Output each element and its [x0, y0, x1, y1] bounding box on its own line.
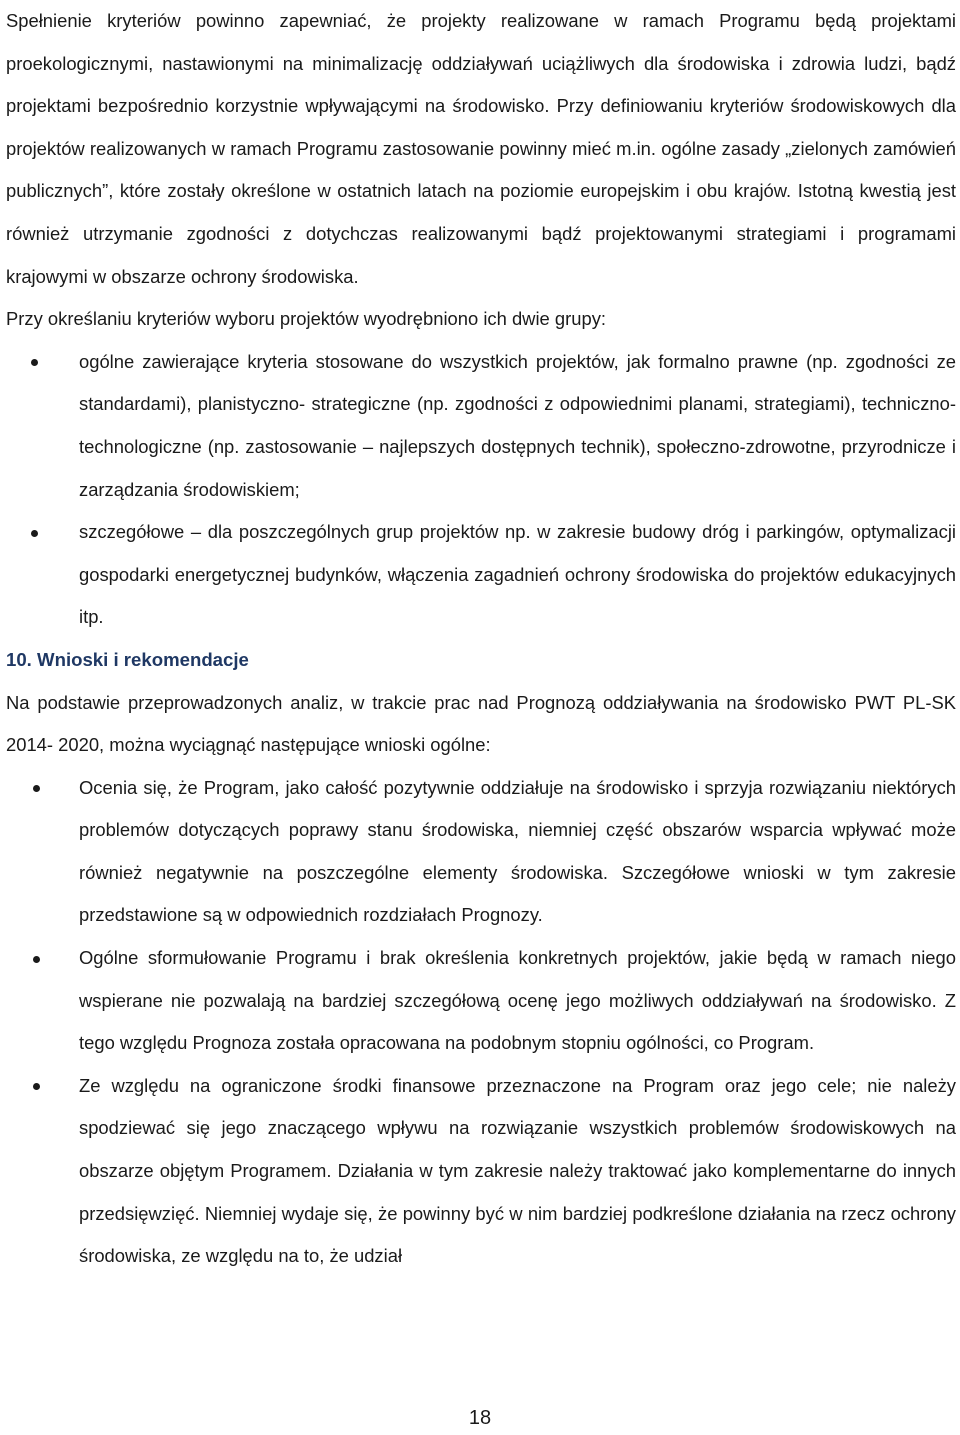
list-item-text: szczegółowe – dla poszczególnych grup projektów np. w zakresie budowy dróg i parkingów, optymalizacji gospodarki energetycznej budynków, włączenia zagadnień ochrony środowiska do projektów edukacyjnych itp. [79, 521, 956, 628]
list-item-text: Ogólne sformułowanie Programu i brak określenia konkretnych projektów, jakie będą w ramach niego wspierane nie pozwalają na bardziej szczegółową ocenę jego możliwych oddziaływań na środowisko. Z tego względu Prognoza została opracowana na podobnym stopniu ogólności, co Program. [79, 947, 956, 1054]
document-page [6, 0, 956, 1278]
conclusions-lead-paragraph: Na podstawie przeprowadzonych analiz, w trakcie prac nad Prognozą oddziaływania na środowisko PWT PL-SK 2014- 2020, można wyciągnąć następujące wnioski ogólne: [6, 691, 956, 756]
list-item [6, 511, 956, 639]
section-heading [6, 639, 956, 682]
section-title: Wnioski i rekomendacje [37, 648, 249, 670]
list-item [6, 1065, 956, 1278]
bullet-icon [26, 1065, 46, 1108]
groups-list [6, 341, 956, 639]
list-item [6, 341, 956, 511]
conclusions-list [6, 767, 956, 1278]
list-item [6, 767, 956, 937]
list-item-text: ogólne zawierające kryteria stosowane do wszystkich projektów, jak formalno prawne (np. zgodności ze standardami), planistyczno- strategiczne (np. zgodności z odpowiednimi planami, strategiami), techniczno-technologiczne (np. zastosowanie – najlepszych dostępnych technik), społeczno-zdrowotne, przyrodnicze i zarządzania środowiskiem; [79, 350, 956, 500]
section-number: 10. [6, 648, 32, 670]
list-item [6, 937, 956, 1065]
intro-paragraph: Spełnienie kryteriów powinno zapewniać, że projekty realizowane w ramach Programu będą projektami proekologicznymi, nastawionymi na minimalizację oddziaływań uciążliwych dla środowiska i zdrowia ludzi, bądź projektami bezpośrednio korzystnie wpływającymi na środowisko. Przy definiowaniu kryteriów środowiskowych dla projektów realizowanych w ramach Programu zastosowanie powinny mieć m.in. ogólne zasady „zielonych zamówień publicznych”, które zostały określone w ostatnich latach na poziomie europejskim i obu krajów. Istotną kwestią jest również utrzymanie zgodności z dotychczas realizowanymi bądź projektowanymi strategiami i programami krajowymi w obszarze ochrony środowiska. [6, 10, 956, 287]
bullet-icon [26, 767, 46, 810]
list-item-text: Ocenia się, że Program, jako całość pozytywnie oddziałuje na środowisko i sprzyja rozwiązaniu niektórych problemów dotyczących poprawy stanu środowiska, niemniej część obszarów wsparcia wpływać może również negatywnie na poszczególne elementy środowiska. Szczegółowe wnioski w tym zakresie przedstawione są w odpowiednich rozdziałach Prognozy. [79, 776, 956, 926]
bullet-icon [24, 341, 44, 384]
list-item-text: Ze względu na ograniczone środki finansowe przeznaczone na Program oraz jego cele; nie należy spodziewać się jego znaczącego wpływu na rozwiązanie wszystkich problemów środowiskowych na obszarze objętym Programem. Działania w tym zakresie należy traktować jako komplementarne do innych przedsięwzięć. Niemniej wydaje się, że powinny być w nim bardziej podkreślone działania na rzecz ochrony środowiska, ze względu na to, że udział [79, 1074, 956, 1267]
bullet-icon [26, 937, 46, 980]
page-number: 18 [468, 1407, 492, 1429]
bullet-icon [24, 511, 44, 554]
groups-lead-paragraph: Przy określaniu kryteriów wyboru projektów wyodrębniono ich dwie grupy: [6, 308, 607, 330]
